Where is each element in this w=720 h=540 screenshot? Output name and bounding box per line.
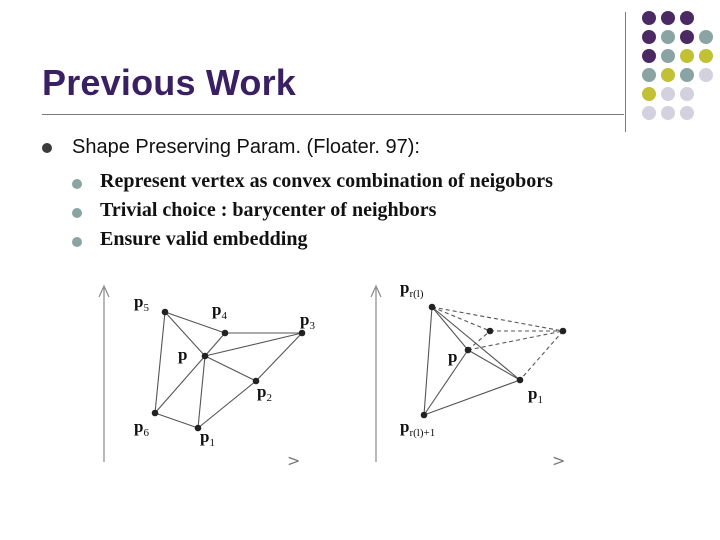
label-p-center: p [448,347,458,366]
right-horizontal-arrow-glyph: > [552,451,566,470]
sub-bullet-text: Trivial choice : barycenter of neighbors [100,199,437,221]
slide-title: Previous Work [42,62,297,103]
label-p-r-l: $p_{r(l)}$ [400,278,424,300]
label-p: p [178,345,188,364]
label-p5: $p_5$ [134,292,149,314]
bullet-text: Shape Preserving Param. (Floater. 97): [72,136,420,158]
right-dashed-edges [432,307,563,380]
left-horizontal-arrow-glyph: > [287,451,301,470]
sub-bullet-text: Ensure valid embedding [100,228,308,250]
label-p6: $p_6$ [134,417,149,439]
label-p4: $p_4$ [212,300,227,322]
left-figure [99,286,315,470]
right-mesh-vertices [421,304,567,419]
label-p3: $p_3$ [300,310,315,332]
label-p2: $p_2$ [257,382,272,404]
left-mesh-vertices [152,309,306,432]
sub-bullet-text: Represent vertex as convex combination of neigobors [100,170,553,192]
label-p1: $p_1$ [200,427,215,449]
label-p1-right: $p_1$ [528,384,543,406]
left-mesh-edges [155,312,302,428]
label-p-r-l-plus-1: $p_{r(l)+1}$ [400,417,436,439]
right-figure [371,278,566,470]
